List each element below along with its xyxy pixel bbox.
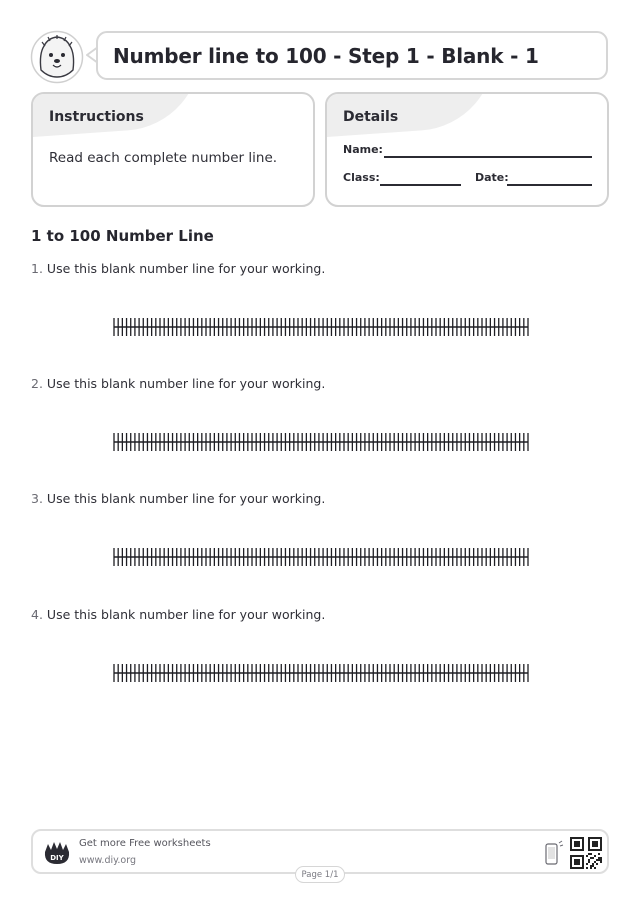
name-label: Name: <box>343 143 383 156</box>
question-number: 1. <box>31 261 43 276</box>
page-indicator: Page 1/1 <box>295 866 345 883</box>
title-box <box>96 31 608 80</box>
question-1 <box>31 261 325 276</box>
question-number: 3. <box>31 491 43 506</box>
question-text: Use this blank number line for your working. <box>46 261 326 276</box>
qr-module <box>598 857 600 859</box>
date-label: Date: <box>475 171 509 184</box>
mascot-avatar-icon <box>30 30 84 84</box>
details-card <box>325 92 609 207</box>
question-2 <box>31 376 325 391</box>
qr-module <box>592 865 594 867</box>
qr-module <box>596 863 598 865</box>
page-title: Number line to 100 - Step 1 - Blank - 1 <box>113 43 539 68</box>
instructions-title: Instructions <box>49 109 144 125</box>
qr-module <box>598 859 600 861</box>
qr-module <box>586 855 588 857</box>
qr-module <box>588 853 590 855</box>
qr-module <box>594 861 596 863</box>
qr-module <box>592 863 594 865</box>
question-text: Use this blank number line for your working. <box>46 376 326 391</box>
class-label: Class: <box>343 171 380 184</box>
question-4 <box>31 607 325 622</box>
qr-module <box>590 857 592 859</box>
question-number: 2. <box>31 376 43 391</box>
question-text: Use this blank number line for your working. <box>46 607 326 622</box>
question-number: 4. <box>31 607 43 622</box>
qr-module <box>586 863 588 865</box>
qr-module <box>586 867 588 869</box>
number-line-4 <box>113 662 529 684</box>
qr-module <box>590 865 592 867</box>
qr-module <box>594 867 596 869</box>
svg-text:DIY: DIY <box>50 854 64 862</box>
qr-module <box>600 861 602 863</box>
qr-module <box>590 867 592 869</box>
class-field[interactable] <box>380 184 461 186</box>
qr-code-icon[interactable] <box>570 837 602 869</box>
diy-logo-icon <box>43 840 71 866</box>
section-title: 1 to 100 Number Line <box>31 227 214 245</box>
qr-module <box>600 857 602 859</box>
qr-finder <box>574 859 580 865</box>
qr-module <box>594 855 596 857</box>
instructions-text: Read each complete number line. <box>49 150 278 166</box>
details-title: Details <box>343 109 399 125</box>
footer-url[interactable]: www.diy.org <box>79 855 136 866</box>
footer-promo: Get more Free worksheets <box>79 838 211 849</box>
qr-module <box>590 853 592 855</box>
name-field[interactable] <box>384 156 592 158</box>
qr-finder <box>574 841 580 847</box>
instructions-card <box>31 92 315 207</box>
phone-icon <box>543 839 565 867</box>
question-3 <box>31 491 325 506</box>
qr-finder <box>592 841 598 847</box>
date-field[interactable] <box>507 184 592 186</box>
qr-module <box>588 861 590 863</box>
qr-module <box>588 859 590 861</box>
qr-module <box>596 859 598 861</box>
number-line-1 <box>113 316 529 338</box>
qr-module <box>592 857 594 859</box>
number-line-2 <box>113 431 529 453</box>
question-text: Use this blank number line for your working. <box>46 491 326 506</box>
qr-module <box>598 853 600 855</box>
number-line-3 <box>113 546 529 568</box>
qr-module <box>600 859 602 861</box>
